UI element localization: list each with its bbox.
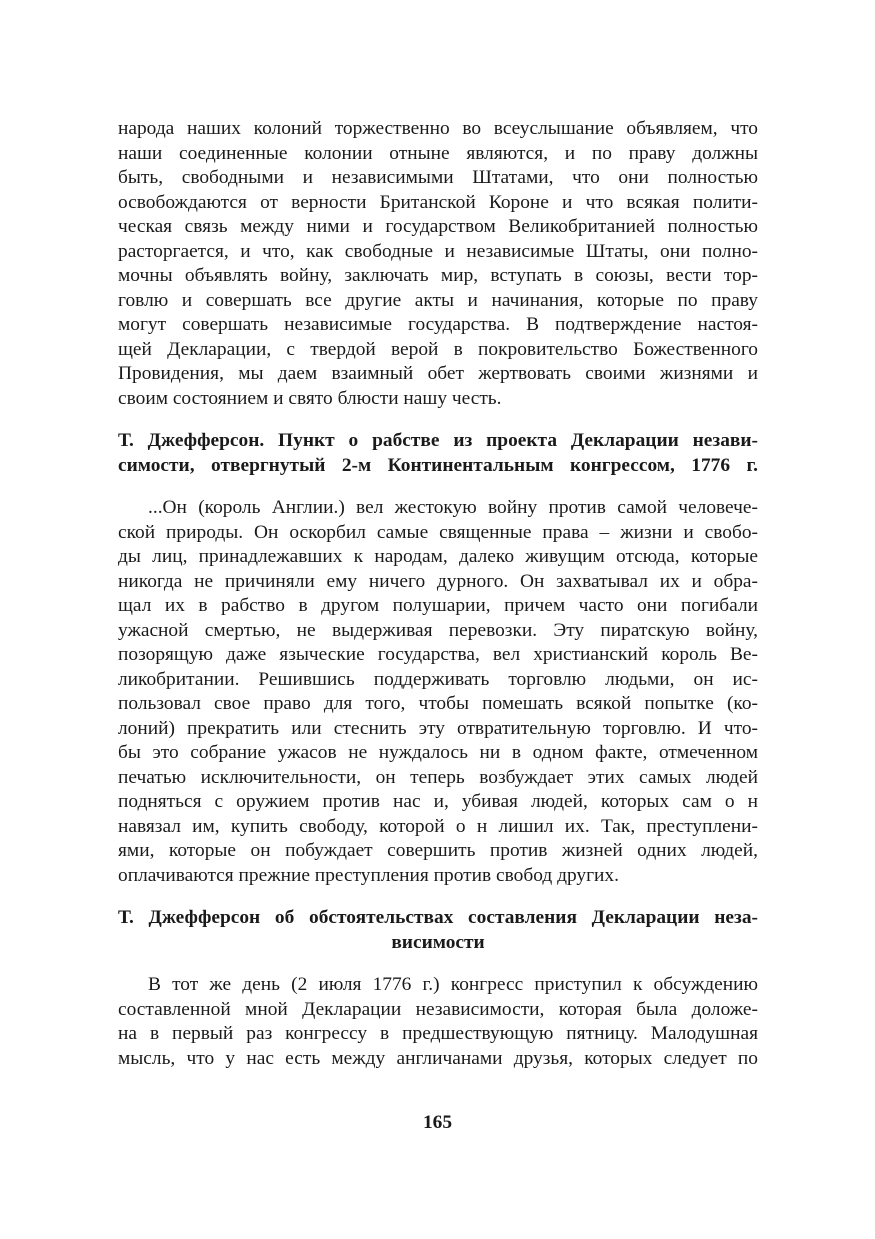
paragraph-slavery-clause — [118, 496, 758, 888]
heading-line: Т. Джефферсон об обстоятельствах составления Декларации неза- — [118, 907, 758, 928]
paragraph-declaration-end — [118, 117, 758, 411]
heading-line: симости, отвергнутый 2-м Континентальным конгрессом, 1776 г. — [118, 454, 758, 476]
text-line: пользовал свое право для того, чтобы помешать всякой попытке (ко- — [118, 693, 758, 714]
page-number: 165 — [422, 1112, 453, 1133]
text-line: ...Он (король Англии.) вел жестокую войну против самой человече- — [148, 497, 758, 518]
section-heading-declaration-circumstances — [118, 906, 758, 955]
heading-line: висимости — [391, 931, 485, 953]
text-line: освобождаются от верности Британской Короне и что всякая полити- — [118, 191, 758, 213]
document-page — [118, 117, 758, 1071]
text-line: ями, которые он побуждает совершить против жизней одних людей, — [118, 840, 758, 861]
text-line: говлю и совершать все другие акты и начинания, которые по праву — [118, 289, 758, 311]
paragraph-declaration-circumstances — [118, 973, 758, 1071]
text-line: ческая связь между ними и государством Великобританией полностью — [118, 216, 758, 237]
text-line: быть, свободными и независимыми Штатами, что они полностью — [118, 167, 758, 188]
text-line: ликобритании. Решившись поддерживать торговлю людьми, он ис- — [118, 668, 758, 690]
text-line: мысль, что у нас есть между англичанами друзья, которых следует по — [118, 1047, 758, 1069]
text-line: В тот же день (2 июля 1776 г.) конгресс приступил к обсуждению — [148, 974, 758, 995]
heading-line: Т. Джефферсон. Пункт о рабстве из проекта Декларации незави- — [118, 430, 758, 451]
text-line: лоний) прекратить или стеснить эту отвратительную торговлю. И что- — [118, 717, 758, 739]
text-line: ды лиц, принадлежавших к народам, далеко живущим отсюда, которые — [118, 546, 758, 567]
text-line: народа наших колоний торжественно во всеуслышание объявляем, что — [118, 118, 758, 139]
text-line: наши соединенные колонии отныне являются, и по праву должны — [118, 142, 758, 164]
text-line: мочны объявлять войну, заключать мир, вступать в союзы, вести тор- — [118, 265, 758, 286]
text-line: никогда не причиняли ему ничего дурного. Он захватывал их и обра- — [118, 570, 758, 592]
text-line: своим состоянием и свято блюсти нашу честь. — [118, 387, 502, 409]
text-line: печатью исключительности, он теперь возбуждает этих самых людей — [118, 766, 758, 788]
text-line: бы это собрание ужасов не нуждалось ни в одном факте, отмеченном — [118, 742, 758, 763]
text-line: навязал им, купить свободу, которой о н лишил их. Так, преступлени- — [118, 815, 758, 837]
text-line: ской природы. Он оскорбил самые священные права – жизни и свобо- — [118, 521, 758, 543]
text-line: щал их в рабство в другом полушарии, причем часто они погибали — [118, 595, 758, 616]
text-line: позорящую даже языческие государства, вел христианский король Ве- — [118, 644, 758, 665]
text-line: составленной мной Декларации независимости, которая была доложе- — [118, 998, 758, 1020]
text-line: подняться с оружием против нас и, убивая людей, которых сам о н — [118, 791, 758, 812]
text-line: расторгается, и что, как свободные и независимые Штаты, они полно- — [118, 240, 758, 262]
section-heading-slavery-clause — [118, 429, 758, 478]
text-line: могут совершать независимые государства. В подтверждение настоя- — [118, 314, 758, 335]
text-line: на в первый раз конгрессу в предшествующую пятницу. Малодушная — [118, 1023, 758, 1044]
text-line: щей Декларации, с твердой верой в покровительство Божественного — [118, 338, 758, 360]
text-line: ужасной смертью, не выдерживая перевозки. Эту пиратскую войну, — [118, 619, 758, 641]
text-line: оплачиваются прежние преступления против свобод других. — [118, 864, 619, 886]
text-line: Провидения, мы даем взаимный обет жертвовать своими жизнями и — [118, 363, 758, 384]
